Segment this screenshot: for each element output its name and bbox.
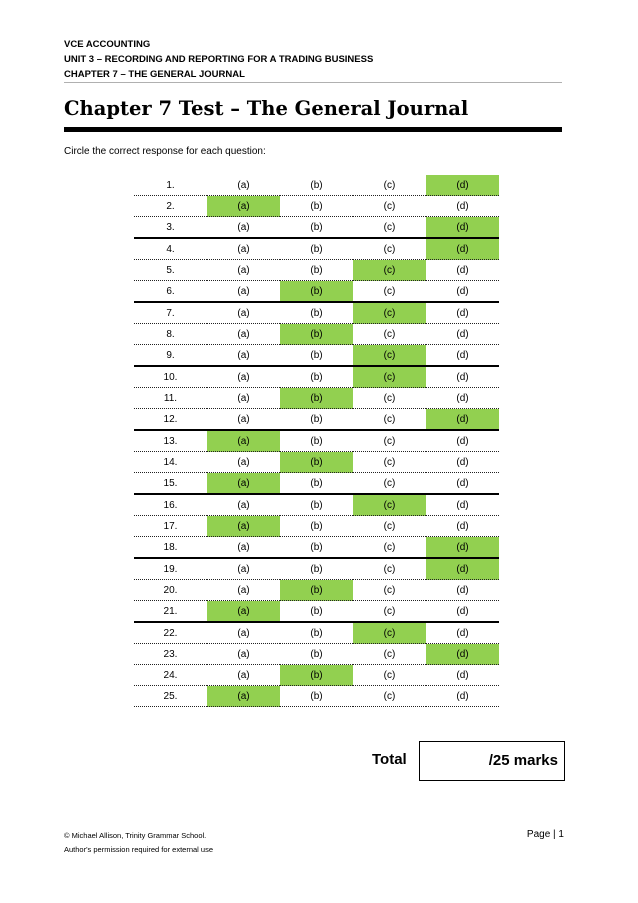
option-a[interactable]: (a) [207, 473, 280, 495]
question-row [134, 281, 499, 303]
option-c[interactable]: (c) [353, 196, 426, 217]
option-a[interactable]: (a) [207, 601, 280, 623]
header-divider [64, 82, 562, 83]
option-c[interactable]: (c) [353, 430, 426, 452]
option-c[interactable]: (c) [353, 686, 426, 707]
question-row [134, 324, 499, 345]
option-d[interactable]: (d) [426, 217, 499, 239]
question-number: 16. [134, 494, 207, 516]
option-a[interactable]: (a) [207, 516, 280, 537]
question-number: 13. [134, 430, 207, 452]
question-row [134, 580, 499, 601]
option-d[interactable]: (d) [426, 516, 499, 537]
option-b[interactable]: (b) [280, 430, 353, 452]
option-d[interactable]: (d) [426, 388, 499, 409]
option-d[interactable]: (d) [426, 622, 499, 644]
option-b[interactable]: (b) [280, 601, 353, 623]
option-c[interactable]: (c) [353, 537, 426, 559]
question-number: 15. [134, 473, 207, 495]
header-unit: UNIT 3 – RECORDING AND REPORTING FOR A TRADING BUSINESS [64, 54, 374, 65]
footer-copyright-line: © Michael Allison, Trinity Grammar School. [64, 831, 207, 840]
option-b[interactable]: (b) [280, 537, 353, 559]
option-c[interactable]: (c) [353, 345, 426, 367]
question-row [134, 345, 499, 367]
option-d[interactable]: (d) [426, 409, 499, 431]
question-row [134, 516, 499, 537]
option-b[interactable]: (b) [280, 302, 353, 324]
total-label: Total [372, 751, 407, 768]
answer-table [134, 175, 499, 707]
question-number: 11. [134, 388, 207, 409]
question-number: 6. [134, 281, 207, 303]
question-row [134, 217, 499, 239]
question-row [134, 302, 499, 324]
total-box [419, 741, 565, 781]
question-number: 21. [134, 601, 207, 623]
question-row [134, 622, 499, 644]
option-d[interactable]: (d) [426, 686, 499, 707]
option-b[interactable]: (b) [280, 686, 353, 707]
document-header [64, 37, 373, 82]
question-number: 17. [134, 516, 207, 537]
question-row [134, 558, 499, 580]
question-number: 10. [134, 366, 207, 388]
option-b[interactable]: (b) [280, 281, 353, 303]
option-d[interactable]: (d) [426, 238, 499, 260]
option-c[interactable]: (c) [353, 324, 426, 345]
option-b[interactable]: (b) [280, 217, 353, 239]
footer-permission-line: Author's permission required for external use [64, 845, 214, 854]
question-number: 18. [134, 537, 207, 559]
option-d[interactable]: (d) [426, 324, 499, 345]
option-c[interactable]: (c) [353, 558, 426, 580]
option-d[interactable]: (d) [426, 196, 499, 217]
option-b[interactable]: (b) [280, 644, 353, 665]
option-d[interactable]: (d) [426, 558, 499, 580]
question-row [134, 409, 499, 431]
option-a[interactable]: (a) [207, 281, 280, 303]
question-row [134, 665, 499, 686]
question-number: 8. [134, 324, 207, 345]
option-d[interactable]: (d) [426, 537, 499, 559]
option-c[interactable]: (c) [353, 580, 426, 601]
question-number: 24. [134, 665, 207, 686]
option-b[interactable]: (b) [280, 324, 353, 345]
option-b[interactable]: (b) [280, 175, 353, 196]
option-c[interactable]: (c) [353, 281, 426, 303]
question-row [134, 196, 499, 217]
option-c[interactable]: (c) [353, 260, 426, 281]
question-row [134, 238, 499, 260]
option-d[interactable]: (d) [426, 644, 499, 665]
question-row [134, 644, 499, 665]
option-d[interactable]: (d) [426, 580, 499, 601]
option-a[interactable]: (a) [207, 494, 280, 516]
page-title: Chapter 7 Test – The General Journal [64, 97, 469, 120]
option-b[interactable]: (b) [280, 345, 353, 367]
question-number: 23. [134, 644, 207, 665]
instruction-text: Circle the correct response for each question: [64, 146, 266, 157]
option-a[interactable]: (a) [207, 196, 280, 217]
option-c[interactable]: (c) [353, 409, 426, 431]
option-a[interactable]: (a) [207, 238, 280, 260]
option-a[interactable]: (a) [207, 388, 280, 409]
option-d[interactable]: (d) [426, 281, 499, 303]
option-c[interactable]: (c) [353, 601, 426, 623]
question-number: 25. [134, 686, 207, 707]
option-a[interactable]: (a) [207, 260, 280, 281]
option-a[interactable]: (a) [207, 622, 280, 644]
option-d[interactable]: (d) [426, 366, 499, 388]
question-number: 20. [134, 580, 207, 601]
option-c[interactable]: (c) [353, 388, 426, 409]
question-row [134, 537, 499, 559]
option-b[interactable]: (b) [280, 388, 353, 409]
option-b[interactable]: (b) [280, 238, 353, 260]
option-c[interactable]: (c) [353, 175, 426, 196]
question-number: 12. [134, 409, 207, 431]
question-row [134, 366, 499, 388]
option-a[interactable]: (a) [207, 686, 280, 707]
option-c[interactable]: (c) [353, 644, 426, 665]
question-row [134, 494, 499, 516]
footer-copyright [64, 829, 213, 857]
option-b[interactable]: (b) [280, 494, 353, 516]
option-c[interactable]: (c) [353, 238, 426, 260]
header-subject: VCE ACCOUNTING [64, 39, 151, 50]
option-b[interactable]: (b) [280, 366, 353, 388]
question-row [134, 260, 499, 281]
option-b[interactable]: (b) [280, 409, 353, 431]
option-a[interactable]: (a) [207, 452, 280, 473]
option-a[interactable]: (a) [207, 366, 280, 388]
option-c[interactable]: (c) [353, 302, 426, 324]
question-row [134, 388, 499, 409]
option-a[interactable]: (a) [207, 430, 280, 452]
option-d[interactable]: (d) [426, 601, 499, 623]
option-d[interactable]: (d) [426, 473, 499, 495]
question-number: 1. [134, 175, 207, 196]
option-a[interactable]: (a) [207, 665, 280, 686]
option-d[interactable]: (d) [426, 430, 499, 452]
option-b[interactable]: (b) [280, 558, 353, 580]
option-c[interactable]: (c) [353, 452, 426, 473]
question-number: 22. [134, 622, 207, 644]
option-a[interactable]: (a) [207, 217, 280, 239]
option-b[interactable]: (b) [280, 452, 353, 473]
option-b[interactable]: (b) [280, 622, 353, 644]
question-number: 14. [134, 452, 207, 473]
option-c[interactable]: (c) [353, 473, 426, 495]
option-c[interactable]: (c) [353, 516, 426, 537]
page-number: Page | 1 [526, 829, 564, 840]
option-a[interactable]: (a) [207, 324, 280, 345]
option-b[interactable]: (b) [280, 260, 353, 281]
option-d[interactable]: (d) [426, 665, 499, 686]
option-a[interactable]: (a) [207, 409, 280, 431]
option-b[interactable]: (b) [280, 516, 353, 537]
question-number: 19. [134, 558, 207, 580]
question-number: 5. [134, 260, 207, 281]
total-value: /25 marks [488, 752, 558, 769]
option-a[interactable]: (a) [207, 558, 280, 580]
option-d[interactable]: (d) [426, 345, 499, 367]
question-row [134, 175, 499, 196]
option-d[interactable]: (d) [426, 494, 499, 516]
option-d[interactable]: (d) [426, 452, 499, 473]
question-row [134, 686, 499, 707]
option-a[interactable]: (a) [207, 580, 280, 601]
question-number: 7. [134, 302, 207, 324]
question-row [134, 430, 499, 452]
option-a[interactable]: (a) [207, 302, 280, 324]
option-d[interactable]: (d) [426, 302, 499, 324]
option-a[interactable]: (a) [207, 345, 280, 367]
option-c[interactable]: (c) [353, 494, 426, 516]
option-b[interactable]: (b) [280, 473, 353, 495]
option-d[interactable]: (d) [426, 260, 499, 281]
question-number: 2. [134, 196, 207, 217]
question-number: 4. [134, 238, 207, 260]
option-b[interactable]: (b) [280, 580, 353, 601]
option-d[interactable]: (d) [426, 175, 499, 196]
option-a[interactable]: (a) [207, 644, 280, 665]
option-a[interactable]: (a) [207, 175, 280, 196]
option-c[interactable]: (c) [353, 665, 426, 686]
question-row [134, 601, 499, 623]
option-b[interactable]: (b) [280, 196, 353, 217]
option-b[interactable]: (b) [280, 665, 353, 686]
option-a[interactable]: (a) [207, 537, 280, 559]
option-c[interactable]: (c) [353, 622, 426, 644]
question-row [134, 473, 499, 495]
question-number: 9. [134, 345, 207, 367]
header-chapter: CHAPTER 7 – THE GENERAL JOURNAL [64, 69, 245, 80]
option-c[interactable]: (c) [353, 366, 426, 388]
question-row [134, 452, 499, 473]
question-number: 3. [134, 217, 207, 239]
title-divider [64, 127, 562, 132]
option-c[interactable]: (c) [353, 217, 426, 239]
